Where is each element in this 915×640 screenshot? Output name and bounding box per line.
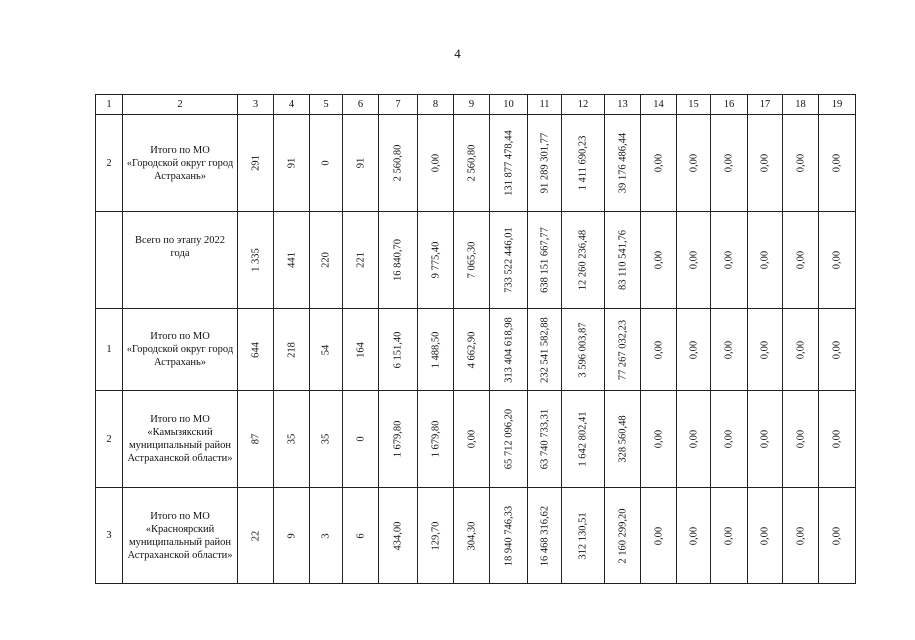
column-header: 16	[711, 95, 748, 115]
value-text: 0,00	[430, 153, 441, 173]
value-cell	[238, 391, 274, 488]
column-header: 4	[274, 95, 310, 115]
value-text: 7 065,30	[466, 241, 477, 279]
value-text: 0,00	[723, 153, 735, 173]
value-text: 35	[286, 433, 297, 445]
value-text: 644	[250, 341, 261, 358]
value-text: 18 940 746,33	[503, 505, 514, 566]
row-number: 1	[96, 309, 123, 391]
value-cell	[748, 212, 783, 309]
value-cell	[490, 212, 528, 309]
row-name	[123, 212, 238, 309]
value-cell	[783, 212, 819, 309]
value-text: 1 679,80	[392, 420, 404, 458]
value-text: 0,00	[653, 340, 664, 359]
header-row	[96, 95, 856, 115]
value-cell	[819, 309, 856, 391]
column-header: 13	[605, 95, 641, 115]
value-cell	[343, 391, 379, 488]
value-cell	[641, 212, 677, 309]
value-text: 220	[320, 252, 332, 268]
value-text: 0	[320, 160, 332, 166]
value-cell	[343, 115, 379, 212]
value-text: 1 488,50	[430, 331, 441, 368]
value-cell	[418, 212, 454, 309]
value-text: 1 679,80	[430, 420, 441, 458]
value-text: 0,00	[831, 153, 843, 173]
value-cell	[418, 309, 454, 391]
row-name	[123, 391, 238, 488]
value-cell	[238, 309, 274, 391]
value-cell	[274, 391, 310, 488]
value-text: 638 151 667,77	[539, 227, 550, 293]
value-text: 9 775,40	[430, 241, 441, 279]
value-cell	[274, 309, 310, 391]
value-cell	[677, 488, 711, 584]
value-text: 312 130,51	[577, 511, 589, 560]
value-text: 0,00	[688, 250, 699, 270]
value-text: 0,00	[653, 250, 664, 270]
value-text: 0,00	[723, 340, 735, 359]
column-header: 8	[418, 95, 454, 115]
value-text: 2 160 299,20	[617, 507, 628, 564]
value-text: 3	[320, 532, 332, 539]
value-cell	[641, 391, 677, 488]
value-cell	[641, 488, 677, 584]
value-text: 313 404 618,98	[503, 316, 514, 383]
value-cell	[819, 115, 856, 212]
value-cell	[274, 212, 310, 309]
value-cell	[783, 115, 819, 212]
value-cell	[274, 488, 310, 584]
column-header: 11	[528, 95, 562, 115]
value-text: 0,00	[653, 429, 664, 449]
value-cell	[490, 391, 528, 488]
value-cell	[562, 212, 605, 309]
value-text: 35	[320, 433, 332, 445]
value-cell	[310, 115, 343, 212]
value-cell	[343, 309, 379, 391]
value-cell	[562, 488, 605, 584]
value-text: 0,00	[759, 250, 771, 270]
value-text: 129,70	[430, 521, 441, 550]
row-number: 2	[96, 115, 123, 212]
row-number: 2	[96, 391, 123, 488]
value-cell	[711, 391, 748, 488]
value-text: 0,00	[795, 153, 806, 173]
column-header: 10	[490, 95, 528, 115]
value-text: 6 151,40	[392, 331, 404, 368]
table-row	[96, 212, 856, 309]
value-text: 0,00	[759, 526, 771, 545]
value-text: 0,00	[795, 340, 806, 359]
value-cell	[418, 115, 454, 212]
column-header: 12	[562, 95, 605, 115]
value-text: 0,00	[759, 429, 771, 449]
value-text: 1 642 802,41	[577, 411, 589, 467]
value-text: 1 335	[250, 248, 261, 272]
value-text: 0,00	[466, 429, 477, 449]
table-row	[96, 488, 856, 584]
row-name	[123, 115, 238, 212]
value-cell	[418, 488, 454, 584]
row-name-text: Итого по МО «Красноярский муниципальный район Астраханской области»	[127, 510, 233, 561]
value-cell	[490, 488, 528, 584]
value-text: 304,30	[466, 521, 477, 550]
value-cell	[238, 115, 274, 212]
value-text: 91	[286, 157, 297, 169]
value-text: 441	[286, 252, 297, 268]
table-row	[96, 391, 856, 488]
value-cell	[605, 115, 641, 212]
value-cell	[748, 488, 783, 584]
value-cell	[238, 488, 274, 584]
value-cell	[528, 391, 562, 488]
value-cell	[528, 309, 562, 391]
row-name-text: Всего по этапу 2022 года	[134, 235, 226, 259]
value-cell	[379, 391, 418, 488]
value-text: 54	[320, 344, 332, 355]
value-text: 39 176 486,44	[617, 132, 628, 194]
column-header: 2	[123, 95, 238, 115]
value-cell	[528, 488, 562, 584]
value-text: 3 596 003,87	[577, 321, 589, 378]
column-header: 9	[454, 95, 490, 115]
value-cell	[783, 391, 819, 488]
value-cell	[677, 309, 711, 391]
value-cell	[677, 115, 711, 212]
column-header: 1	[96, 95, 123, 115]
value-text: 2 560,80	[392, 144, 404, 182]
value-text: 434,00	[392, 521, 404, 550]
value-text: 0,00	[653, 153, 664, 173]
value-cell	[528, 115, 562, 212]
value-cell	[310, 212, 343, 309]
value-text: 12 260 236,48	[577, 229, 589, 291]
value-text: 291	[250, 155, 261, 171]
value-cell	[605, 309, 641, 391]
column-header: 7	[379, 95, 418, 115]
value-text: 91	[355, 157, 366, 169]
column-header: 5	[310, 95, 343, 115]
value-text: 16 468 316,62	[539, 505, 550, 566]
value-cell	[310, 488, 343, 584]
value-text: 1 411 690,23	[577, 135, 589, 191]
table-row	[96, 309, 856, 391]
value-text: 16 840,70	[392, 239, 404, 281]
value-cell	[748, 309, 783, 391]
row-number: 3	[96, 488, 123, 584]
table-row	[96, 115, 856, 212]
value-text: 0,00	[795, 526, 806, 545]
value-text: 0,00	[831, 340, 843, 359]
value-text: 77 267 032,23	[617, 319, 628, 380]
value-cell	[490, 115, 528, 212]
value-cell	[454, 488, 490, 584]
value-text: 83 110 541,76	[617, 230, 628, 290]
value-text: 9	[286, 532, 297, 539]
column-header: 3	[238, 95, 274, 115]
column-header: 6	[343, 95, 379, 115]
value-cell	[641, 309, 677, 391]
value-cell	[605, 391, 641, 488]
value-text: 91 289 301,77	[539, 132, 550, 194]
row-name	[123, 488, 238, 584]
value-cell	[274, 115, 310, 212]
value-text: 232 541 582,88	[539, 316, 550, 383]
value-text: 0,00	[688, 429, 699, 449]
value-text: 0,00	[831, 526, 843, 545]
data-table	[95, 94, 856, 584]
value-cell	[454, 212, 490, 309]
value-text: 0,00	[688, 526, 699, 545]
value-cell	[783, 488, 819, 584]
value-text: 733 522 446,01	[503, 227, 514, 293]
value-cell	[379, 488, 418, 584]
value-text: 4 662,90	[466, 331, 477, 368]
value-cell	[677, 212, 711, 309]
value-cell	[379, 115, 418, 212]
value-cell	[379, 212, 418, 309]
value-cell	[418, 391, 454, 488]
row-number	[96, 212, 123, 309]
value-cell	[783, 309, 819, 391]
value-text: 65 712 096,20	[503, 408, 514, 470]
value-text: 164	[355, 341, 366, 358]
value-cell	[562, 391, 605, 488]
value-text: 0,00	[688, 340, 699, 359]
value-text: 221	[355, 252, 366, 268]
value-cell	[454, 391, 490, 488]
value-cell	[711, 488, 748, 584]
value-text: 0,00	[723, 250, 735, 270]
value-cell	[711, 212, 748, 309]
value-cell	[528, 212, 562, 309]
value-cell	[454, 115, 490, 212]
value-cell	[343, 488, 379, 584]
value-cell	[562, 115, 605, 212]
row-name-text: Итого по МО «Камызякский муниципальный район Астраханской области»	[127, 414, 233, 464]
row-name-text: Итого по МО «Городской округ город Астрахань»	[126, 331, 234, 368]
value-text: 218	[286, 341, 297, 358]
value-cell	[343, 212, 379, 309]
column-header: 19	[819, 95, 856, 115]
row-name	[123, 309, 238, 391]
value-cell	[454, 309, 490, 391]
value-text: 0	[355, 436, 366, 442]
value-text: 0,00	[653, 526, 664, 545]
column-header: 17	[748, 95, 783, 115]
value-cell	[819, 391, 856, 488]
value-text: 0,00	[795, 250, 806, 270]
value-cell	[748, 115, 783, 212]
value-text: 0,00	[831, 250, 843, 270]
value-text: 0,00	[759, 153, 771, 173]
value-cell	[677, 391, 711, 488]
value-cell	[819, 488, 856, 584]
value-cell	[562, 309, 605, 391]
value-text: 0,00	[759, 340, 771, 359]
value-cell	[238, 212, 274, 309]
value-text: 6	[355, 532, 366, 539]
value-text: 131 877 478,44	[503, 130, 514, 196]
value-text: 22	[250, 530, 261, 541]
value-cell	[490, 309, 528, 391]
value-text: 63 740 733,31	[539, 408, 550, 470]
value-cell	[711, 309, 748, 391]
value-cell	[310, 309, 343, 391]
row-name-text: Итого по МО «Городской округ город Астрахань»	[126, 144, 234, 182]
value-text: 2 560,80	[466, 144, 477, 182]
value-text: 0,00	[831, 429, 843, 449]
value-text: 0,00	[795, 429, 806, 449]
value-text: 87	[250, 433, 261, 445]
column-header: 18	[783, 95, 819, 115]
value-cell	[379, 309, 418, 391]
value-cell	[711, 115, 748, 212]
value-text: 0,00	[723, 526, 735, 545]
value-cell	[748, 391, 783, 488]
value-cell	[605, 488, 641, 584]
value-text: 0,00	[688, 153, 699, 173]
page-number: 4	[454, 46, 461, 61]
column-header: 14	[641, 95, 677, 115]
value-cell	[819, 212, 856, 309]
value-cell	[310, 391, 343, 488]
value-cell	[641, 115, 677, 212]
value-text: 0,00	[723, 429, 735, 449]
value-cell	[605, 212, 641, 309]
column-header: 15	[677, 95, 711, 115]
value-text: 328 560,48	[617, 415, 628, 463]
